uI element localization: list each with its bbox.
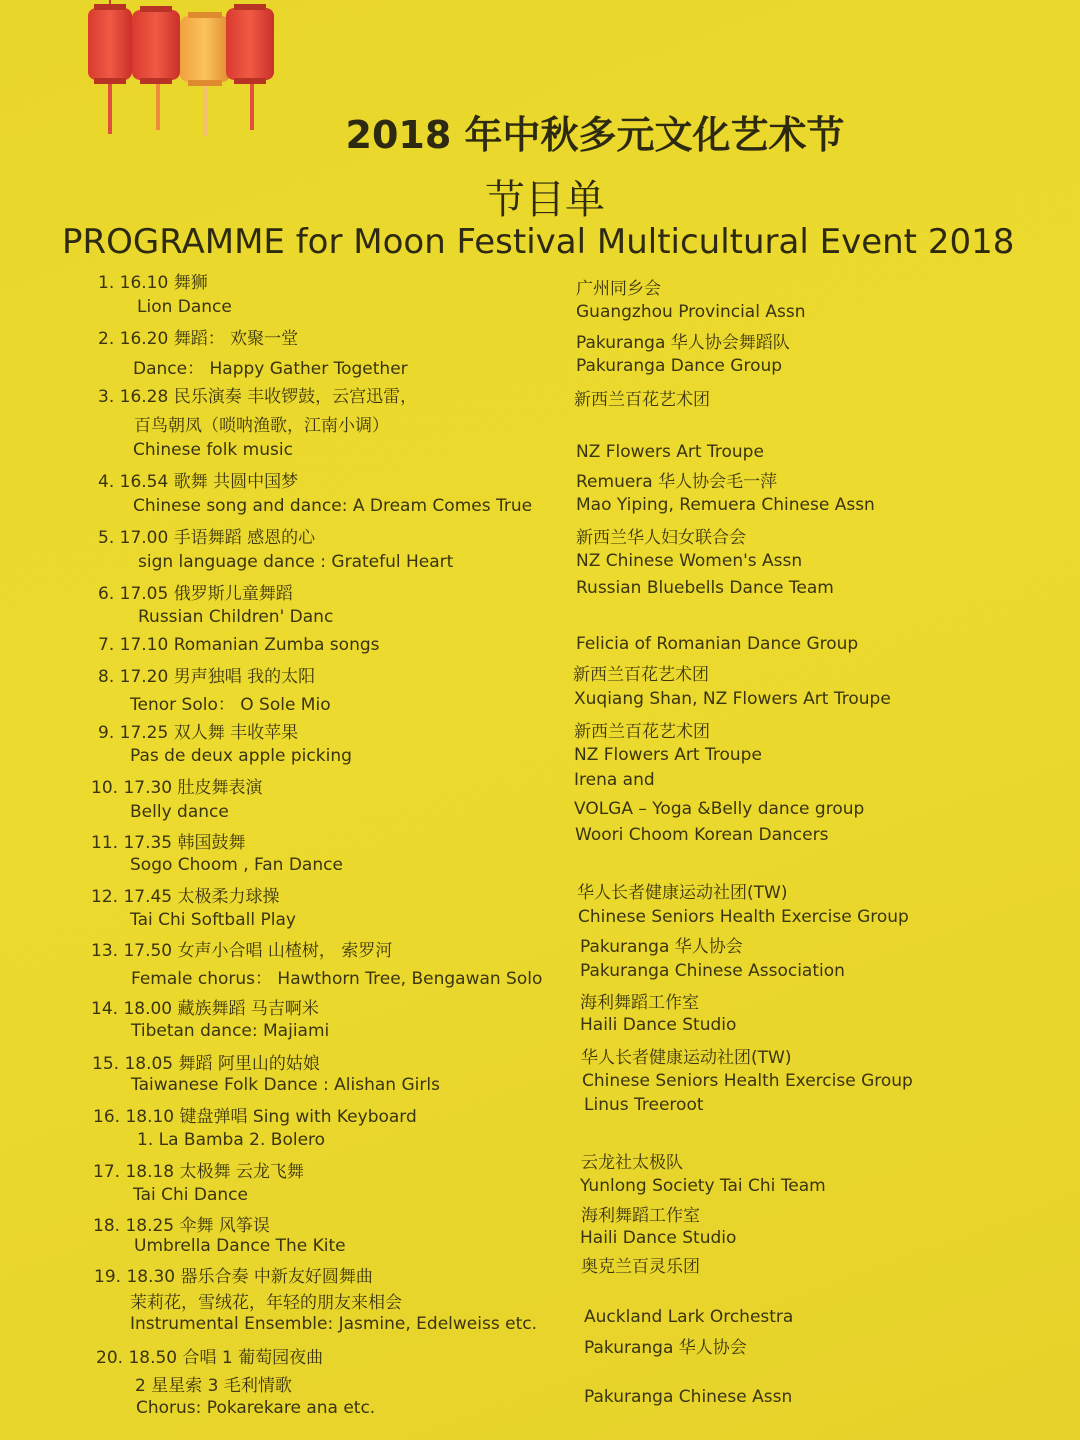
performer-line: NZ Flowers Art Troupe — [574, 745, 762, 765]
performer-line: NZ Chinese Women's Assn — [576, 551, 803, 571]
program-line: 17. 18.18 太极舞 云龙飞舞 — [93, 1162, 304, 1182]
program-line: 10. 17.30 肚皮舞表演 — [91, 778, 263, 798]
program-line: 1. La Bamba 2. Bolero — [137, 1130, 326, 1150]
performer-line: Haili Dance Studio — [580, 1228, 737, 1248]
program-line: Taiwanese Folk Dance : Alishan Girls — [131, 1075, 440, 1095]
performer-line: 华人长者健康运动社团(TW) — [581, 1048, 792, 1068]
title-cn: 2018 年中秋多元文化艺术节 — [345, 113, 845, 157]
program-line: 11. 17.35 韩国鼓舞 — [91, 833, 246, 853]
performer-line: Remuera 华人协会毛一萍 — [576, 472, 778, 492]
program-line: 15. 18.05 舞蹈 阿里山的姑娘 — [92, 1054, 320, 1074]
program-line: Female chorus： Hawthorn Tree, Bengawan Solo — [131, 969, 543, 989]
performer-line: Pakuranga 华人协会 — [580, 937, 743, 957]
performer-line: 海利舞蹈工作室 — [581, 1206, 700, 1226]
program-line: Tai Chi Dance — [133, 1185, 248, 1205]
performer-line: Felicia of Romanian Dance Group — [576, 634, 859, 654]
performer-line: Pakuranga 华人协会舞蹈队 — [576, 333, 790, 353]
program-line: Pas de deux apple picking — [130, 746, 352, 766]
program-line: 16. 18.10 键盘弹唱 Sing with Keyboard — [93, 1107, 417, 1127]
performer-line: 海利舞蹈工作室 — [580, 993, 699, 1013]
program-line: 2. 16.20 舞蹈： 欢聚一堂 — [98, 329, 299, 349]
program-line: 2 星星索 3 毛利情歌 — [135, 1376, 292, 1396]
program-line: 百鸟朝凤（唢呐渔歌，江南小调） — [134, 416, 389, 436]
performer-line: Xuqiang Shan, NZ Flowers Art Troupe — [574, 689, 891, 709]
performer-line: 新西兰百花艺术团 — [573, 665, 709, 685]
program-line: 6. 17.05 俄罗斯儿童舞蹈 — [98, 584, 293, 604]
performer-line: VOLGA – Yoga &Belly dance group — [574, 799, 865, 819]
program-line: 14. 18.00 藏族舞蹈 马吉啊米 — [91, 999, 319, 1019]
performer-line: 新西兰百花艺术团 — [574, 390, 710, 410]
performer-line: 华人长者健康运动社团(TW) — [577, 883, 788, 903]
performer-line: Haili Dance Studio — [580, 1015, 737, 1035]
program-line: 19. 18.30 器乐合奏 中新友好圆舞曲 — [94, 1267, 373, 1287]
performer-line: Pakuranga Dance Group — [576, 356, 783, 376]
program-line: Tenor Solo： O Sole Mio — [130, 695, 331, 715]
performer-line: Irena and — [574, 770, 655, 790]
program-line: 茉莉花，雪绒花，年轻的朋友来相会 — [130, 1293, 402, 1313]
performer-line: Pakuranga Chinese Assn — [584, 1387, 793, 1407]
program-line: 3. 16.28 民乐演奏 丰收锣鼓，云宫迅雷， — [98, 387, 418, 407]
title-en: PROGRAMME for Moon Festival Multicultural Event 2018 — [62, 222, 1015, 262]
program-line: 5. 17.00 手语舞蹈 感恩的心 — [98, 528, 316, 548]
performer-line: Mao Yiping, Remuera Chinese Assn — [576, 495, 875, 515]
performer-line: 新西兰华人妇女联合会 — [576, 528, 746, 548]
performer-line: Russian Bluebells Dance Team — [576, 578, 834, 598]
program-line: Tibetan dance: Majiami — [131, 1021, 330, 1041]
program-line: 8. 17.20 男声独唱 我的太阳 — [98, 667, 316, 687]
program-line: 13. 17.50 女声小合唱 山楂树， 索罗河 — [91, 941, 393, 961]
performer-line: Woori Choom Korean Dancers — [575, 825, 829, 845]
performer-line: NZ Flowers Art Troupe — [576, 442, 764, 462]
program-line: 1. 16.10 舞狮 — [98, 273, 208, 293]
performer-line: 广州同乡会 — [576, 279, 661, 299]
performer-line: Chinese Seniors Health Exercise Group — [578, 907, 909, 927]
performer-line: 奥克兰百灵乐团 — [581, 1257, 700, 1277]
program-line: 20. 18.50 合唱 1 葡萄园夜曲 — [96, 1348, 324, 1368]
program-line: sign language dance : Grateful Heart — [138, 552, 454, 572]
performer-line: Chinese Seniors Health Exercise Group — [582, 1071, 913, 1091]
program-line: Instrumental Ensemble: Jasmine, Edelweiss etc. — [130, 1314, 537, 1334]
program-line: Chorus: Pokarekare ana etc. — [136, 1398, 376, 1418]
performer-line: Yunlong Society Tai Chi Team — [580, 1176, 826, 1196]
program-line: Tai Chi Softball Play — [130, 910, 296, 930]
program-line: Umbrella Dance The Kite — [134, 1236, 346, 1256]
program-line: 12. 17.45 太极柔力球操 — [91, 887, 280, 907]
program-line: Sogo Choom , Fan Dance — [130, 855, 343, 875]
performer-line: Pakuranga 华人协会 — [584, 1338, 747, 1358]
performer-line: Pakuranga Chinese Association — [580, 961, 845, 981]
program-line: Chinese song and dance: A Dream Comes True — [133, 496, 533, 516]
program-line: Chinese folk music — [133, 440, 293, 460]
program-line: Belly dance — [130, 802, 229, 822]
performer-line: Guangzhou Provincial Assn — [576, 302, 806, 322]
performer-line: 新西兰百花艺术团 — [574, 722, 710, 742]
performer-line: Auckland Lark Orchestra — [584, 1307, 794, 1327]
program-line: 7. 17.10 Romanian Zumba songs — [98, 635, 380, 655]
program-line: 9. 17.25 双人舞 丰收苹果 — [98, 723, 299, 743]
performer-line: Linus Treeroot — [584, 1095, 704, 1115]
performer-line: 云龙社太极队 — [581, 1153, 683, 1173]
program-line: 4. 16.54 歌舞 共圆中国梦 — [98, 472, 299, 492]
program-line: Dance： Happy Gather Together — [133, 359, 408, 379]
program-line: Lion Dance — [137, 297, 232, 317]
program-line: Russian Children' Danc — [138, 607, 334, 627]
program-line: 18. 18.25 伞舞 风筝误 — [93, 1216, 270, 1236]
subtitle-cn: 节目单 — [485, 177, 605, 223]
